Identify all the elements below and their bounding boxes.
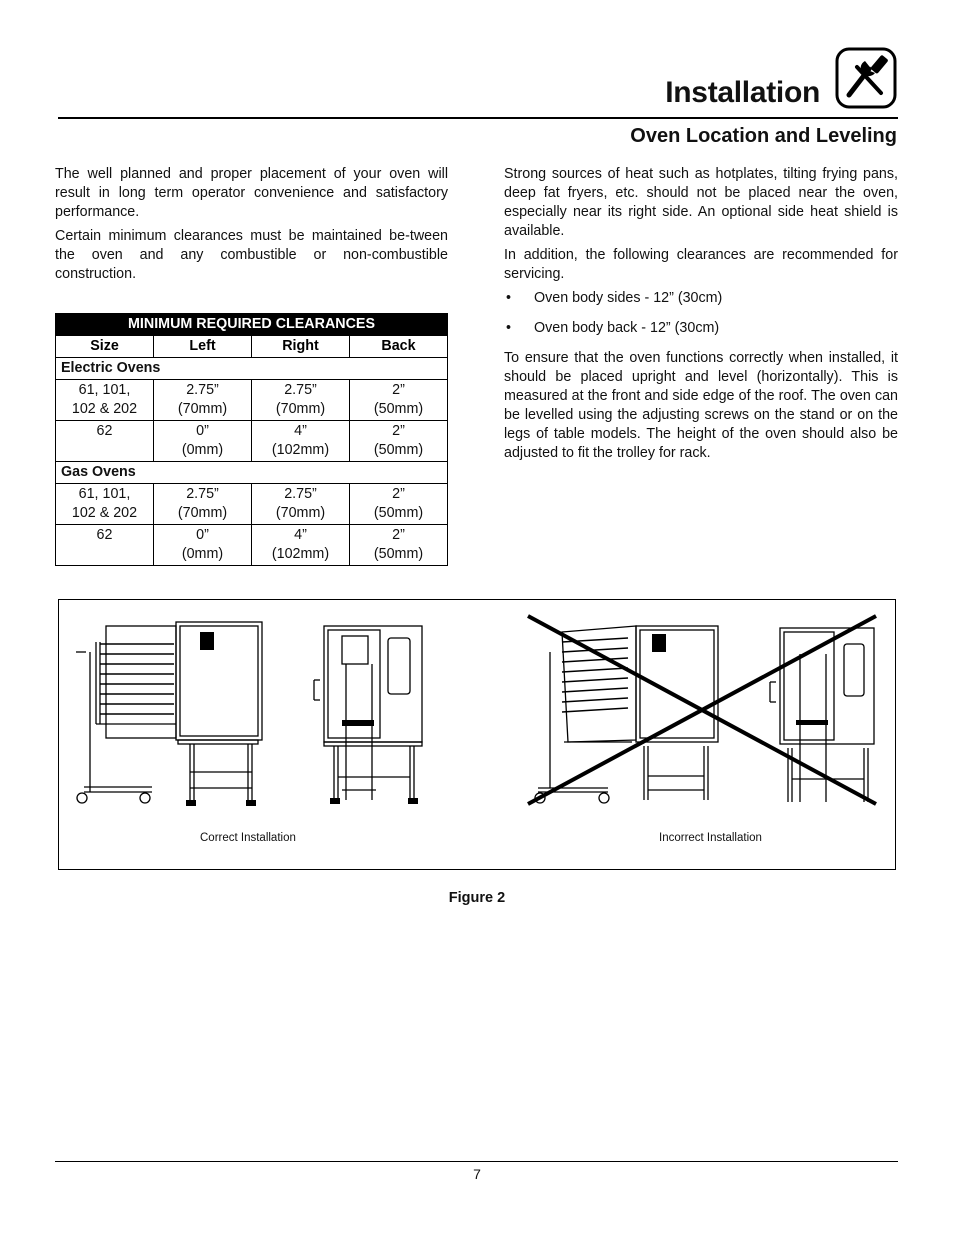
table-cell: 0” (0mm) xyxy=(154,421,252,462)
paragraph: To ensure that the oven functions correctly when installed, it should be placed upright and level (horizontally). This is measured at the front and side edge of the roof. The oven can be levelled using the adjusting screws on the stand or on the legs of table models. The height of the oven should also be adjusted to fit the trolley for rack. xyxy=(504,350,898,461)
table-cell: 2.75” (70mm) xyxy=(154,380,252,421)
column-header: Back xyxy=(350,336,448,358)
caption-correct: Correct Installation xyxy=(200,832,296,844)
column-header: Right xyxy=(252,336,350,358)
table-cell: 2” (50mm) xyxy=(350,525,448,566)
table-cell: 62 xyxy=(56,525,154,566)
table-cell: 4” (102mm) xyxy=(252,421,350,462)
paragraph: Certain minimum clearances must be maintained be-tween the oven and any combustible or non-combustible construction. xyxy=(55,228,448,282)
table-cell: 2” (50mm) xyxy=(350,484,448,525)
paragraph: Strong sources of heat such as hotplates, tilting frying pans, deep fat fryers, etc. should not be placed near the oven, especially near its right side. An optional side heat shield is available. xyxy=(504,166,898,239)
table-cell: 2.75” (70mm) xyxy=(252,380,350,421)
group-label: Electric Ovens xyxy=(56,358,448,380)
list-item: • Oven body sides - 12” (30cm) xyxy=(506,290,723,306)
caption-incorrect: Incorrect Installation xyxy=(659,832,762,844)
table-cell: 2.75” (70mm) xyxy=(154,484,252,525)
table-cell: 4” (102mm) xyxy=(252,525,350,566)
table-cell: 62 xyxy=(56,421,154,462)
table-cell: 2” (50mm) xyxy=(350,380,448,421)
list-item: • Oven body back - 12” (30cm) xyxy=(506,320,720,336)
table-cell: 2.75” (70mm) xyxy=(252,484,350,525)
figure-label: Figure 2 xyxy=(448,890,506,906)
paragraph: In addition, the following clearances are recommended for servicing. xyxy=(504,247,898,282)
group-label: Gas Ovens xyxy=(56,462,448,484)
table-title: MINIMUM REQUIRED CLEARANCES xyxy=(56,314,448,336)
table-cell: 0” (0mm) xyxy=(154,525,252,566)
footer-rule xyxy=(55,1161,898,1162)
table-cell: 2” (50mm) xyxy=(350,421,448,462)
table-cell: 61, 101, 102 & 202 xyxy=(56,484,154,525)
column-header: Left xyxy=(154,336,252,358)
page-number: 7 xyxy=(473,1166,481,1182)
section-title: Oven Location and Leveling xyxy=(630,125,897,147)
paragraph: The well planned and proper placement of your oven will result in long term operator convenience and satisfactory performance. xyxy=(55,166,448,220)
page-title: Installation xyxy=(665,76,820,109)
table-cell: 61, 101, 102 & 202 xyxy=(56,380,154,421)
column-header: Size xyxy=(56,336,154,358)
